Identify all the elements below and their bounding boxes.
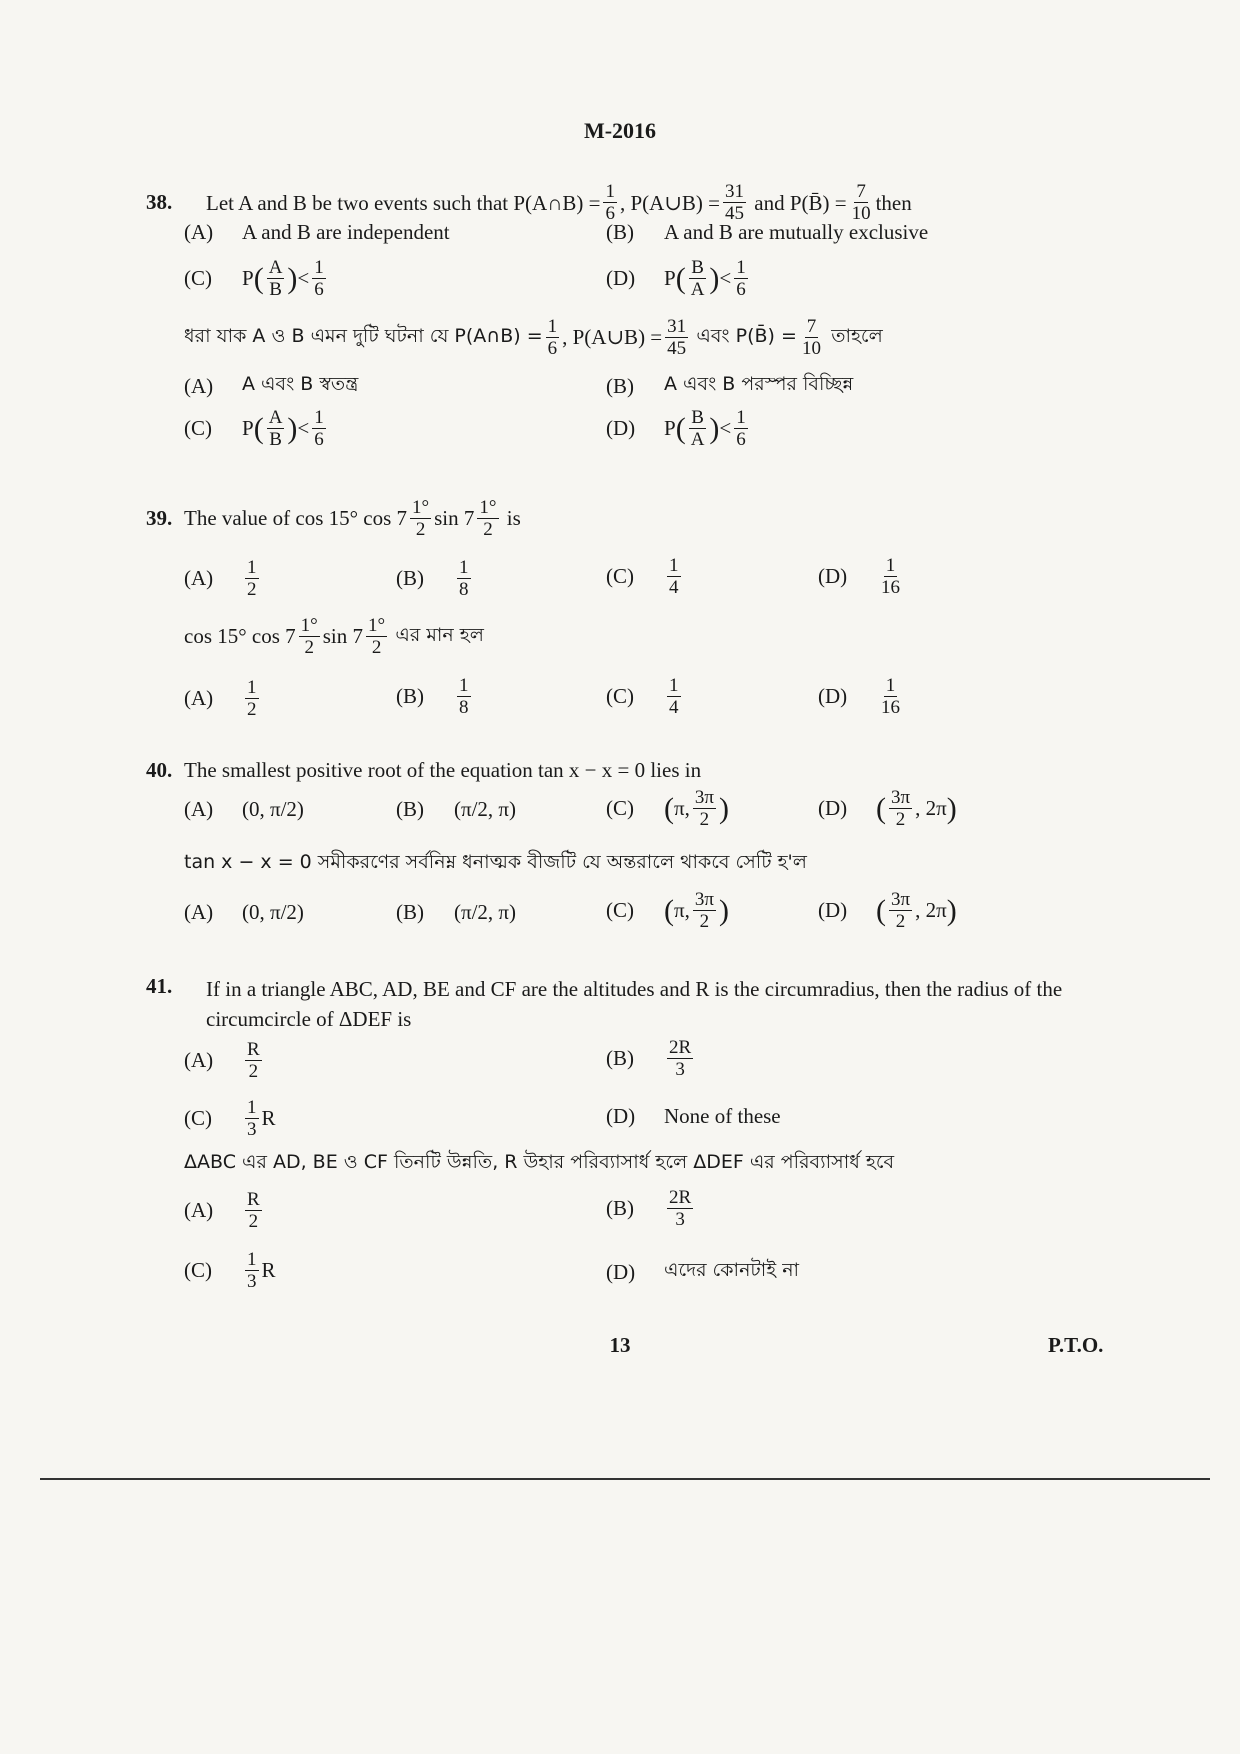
- question-38-bengali: ধরা যাক A ও B এমন দুটি ঘটনা যে P(A∩B) = $\frac{1}{6}$ , P(A∪B) = $\frac{31}{45}$ এবং P(B̄) = $\frac{7}{10}$ তাহলে: [184, 316, 883, 359]
- question-41-bengali: ΔABC এর AD, BE ও CF তিনটি উন্নতি, R উহার পরিব্যাসার্ধ হলে ΔDEF এর পরিব্যাসার্ধ হবে: [184, 1151, 895, 1173]
- option-a-bn[interactable]: (A) A এবং B স্বতন্ত্র: [184, 373, 359, 398]
- question-number: 38.: [146, 190, 173, 214]
- option-d[interactable]: (D) None of these: [606, 1104, 781, 1128]
- option-b[interactable]: (B) $\frac{2R}{3}$: [606, 1037, 692, 1080]
- bottom-rule: [40, 1478, 1210, 1480]
- option-d[interactable]: (D) P ( $\frac{B}{A}$ ) < $\frac{1}{6}$: [606, 257, 746, 300]
- option-d-bn[interactable]: (D) $\frac{1}{16}$: [818, 675, 900, 718]
- question-39-bengali: cos 15° cos 7 $\frac{1^\circ}{2}$ sin 7 $\frac{1^\circ}{2}$ এর মান হল: [184, 615, 484, 658]
- question-text: [206, 182, 1116, 223]
- q-text: Let A and B be two events such that P(A∩B) =: [206, 190, 601, 215]
- question-40-bengali: tan x − x = 0 সমীকরণের সর্বনিম্ন ধনাত্মক বীজটি যে অন্তরালে থাকবে সেটি হ'ল: [184, 851, 807, 873]
- option-b[interactable]: (B) (π/2, π): [396, 797, 517, 821]
- fraction: $\frac{31}{45}$: [725, 181, 744, 224]
- question-40: 40. The smallest positive root of the equation tan x − x = 0 lies in: [146, 758, 702, 782]
- q-text: and P(B̄) =: [754, 190, 847, 215]
- option-a[interactable]: (A) $\frac{1}{2}$: [184, 557, 257, 600]
- q-text: , P(A∪B) =: [619, 190, 720, 215]
- option-a[interactable]: (A) A and B are independent: [184, 220, 450, 244]
- option-d-bn[interactable]: (D) ( $\frac{3\pi}{2}$ , 2π ): [818, 889, 957, 932]
- option-d[interactable]: (D) $\frac{1}{16}$: [818, 555, 900, 598]
- page-number: 13: [609, 1333, 631, 1357]
- option-c[interactable]: (C) ( π, $\frac{3\pi}{2}$ ): [606, 787, 729, 830]
- question-text: If in a triangle ABC, AD, BE and CF are the altitudes and R is the circumradius, then the radius of the circumcircle of ΔDEF is: [206, 977, 1063, 1031]
- option-c-bn[interactable]: (C) ( π, $\frac{3\pi}{2}$ ): [606, 889, 729, 932]
- fraction: $\frac{1}{6}$: [605, 181, 615, 224]
- option-c[interactable]: (C) $\frac{1}{4}$: [606, 555, 679, 598]
- option-b-bn[interactable]: (B) (π/2, π): [396, 900, 517, 924]
- option-c[interactable]: (C) P ( $\frac{A}{B}$ ) < $\frac{1}{6}$: [184, 257, 324, 300]
- option-d[interactable]: (D) ( $\frac{3\pi}{2}$ , 2π ): [818, 787, 957, 830]
- option-a-bn[interactable]: (A) $\frac{1}{2}$: [184, 677, 257, 720]
- option-a[interactable]: (A) (0, π/2): [184, 797, 304, 821]
- option-a[interactable]: (A) $\frac{R}{2}$: [184, 1039, 260, 1082]
- option-d-bn[interactable]: (D) P ( $\frac{B}{A}$ ) < $\frac{1}{6}$: [606, 407, 746, 450]
- option-b[interactable]: (B) $\frac{1}{8}$: [396, 557, 469, 600]
- pto-label: P.T.O.: [1048, 1333, 1104, 1357]
- option-c[interactable]: (C) $\frac{1}{3}$ R: [184, 1097, 276, 1140]
- page-header: M-2016: [583, 118, 657, 143]
- fraction: $\frac{7}{10}$: [851, 181, 871, 224]
- option-a-bn[interactable]: (A) (0, π/2): [184, 900, 304, 924]
- option-b-bn[interactable]: (B) $\frac{2R}{3}$: [606, 1187, 692, 1230]
- option-c-bn[interactable]: (C) $\frac{1}{3}$ R: [184, 1249, 276, 1292]
- option-b-bn[interactable]: (B) A এবং B পরস্পর বিচ্ছিন্ন: [606, 373, 854, 398]
- option-b[interactable]: (B) A and B are mutually exclusive: [606, 220, 929, 244]
- option-b-bn[interactable]: (B) $\frac{1}{8}$: [396, 675, 469, 718]
- option-c-bn[interactable]: (C) P ( $\frac{A}{B}$ ) < $\frac{1}{6}$: [184, 407, 324, 450]
- option-d-bn[interactable]: (D) এদের কোনটাই না: [606, 1259, 800, 1284]
- option-c-bn[interactable]: (C) $\frac{1}{4}$: [606, 675, 679, 718]
- question-number: 41.: [146, 974, 173, 998]
- q-text: then: [875, 190, 912, 215]
- option-a-bn[interactable]: (A) $\frac{R}{2}$: [184, 1189, 260, 1232]
- question-39: 39. The value of cos 15° cos 7 $\frac{1^\circ}{2}$ sin 7 $\frac{1^\circ}{2}$ is: [146, 497, 521, 540]
